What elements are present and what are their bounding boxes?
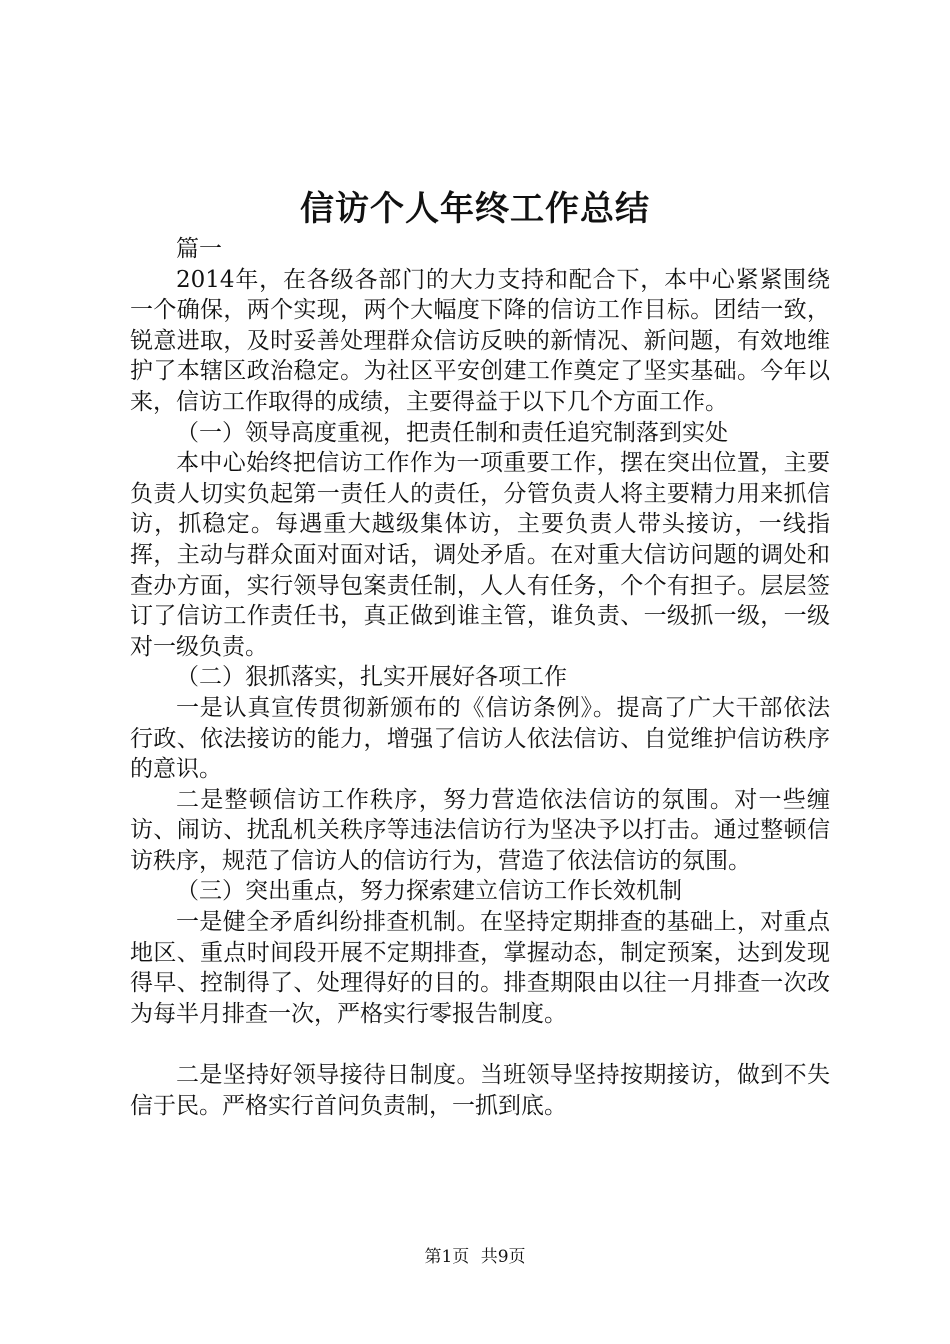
paragraph-order: 二是整顿信访工作秩序，努力营造依法信访的氛围。对一些缠访、闹访、扰乱机关秩序等违法信访行为坚决予以打击。通过整顿信访秩序，规范了信访人的信访行为，营造了依法信访的氛围。 xyxy=(130,786,830,874)
subheading-3: （三）突出重点，努力探索建立信访工作长效机制 xyxy=(176,878,682,905)
paragraph-regulations: 一是认真宣传贯彻新颁布的《信访条例》。提高了广大干部依法行政、依法接访的能力，增强了信访人依法信访、自觉维护信访秩序的意识。 xyxy=(130,694,830,783)
paragraph-leadership: 本中心始终把信访工作作为一项重要工作，摆在突出位置，主要负责人切实负起第一责任人的责任，分管负责人将主要精力用来抓信访，抓稳定。每遇重大越级集体访，主要负责人带头接访，一线指挥，主动与群众面对面对话，调处矛盾。在对重大信访问题的调处和查办方面，实行领导包案责任制，人人有任务，个个有担子。层层签订了信访工作责任书，真正做到谁主管，谁负责、一级抓一级，一级对一级负责。 xyxy=(130,450,830,660)
subheading-2: （二）狠抓落实，扎实开展好各项工作 xyxy=(176,664,567,691)
subheading-1: （一）领导高度重视，把责任制和责任追究制落到实处 xyxy=(176,419,728,446)
paragraph-intro: 2014年，在各级各部门的大力支持和配合下，本中心紧紧围绕一个确保，两个实现，两个大幅度下降的信访工作目标。团结一致，锐意进取，及时妥善处理群众信访反映的新情况、新问题，有效地维护了本辖区政治稳定。为社区平安创建工作奠定了坚实基础。今年以来，信访工作取得的成绩，主要得益于以下几个方面工作。 xyxy=(130,266,830,415)
page-footer xyxy=(0,1245,950,1269)
paragraph-reception: 二是坚持好领导接待日制度。当班领导坚持按期接访，做到不失信于民。严格实行首问负责制，一抓到底。 xyxy=(130,1062,830,1119)
document-body xyxy=(130,234,830,1121)
page-total: 共9页 xyxy=(480,1247,526,1267)
paragraph-gap xyxy=(130,1029,830,1060)
section-label: 篇一 xyxy=(176,236,222,262)
page-number: 第1页 xyxy=(424,1247,470,1267)
paragraph-screening: 一是健全矛盾纠纷排查机制。在坚持定期排查的基础上，对重点地区、重点时间段开展不定期排查，掌握动态，制定预案，达到发现得早、控制得了、处理得好的目的。排查期限由以往一月排查一次改为每半月排查一次，严格实行零报告制度。 xyxy=(130,909,830,1027)
document-title: 信访个人年终工作总结 xyxy=(300,189,650,229)
